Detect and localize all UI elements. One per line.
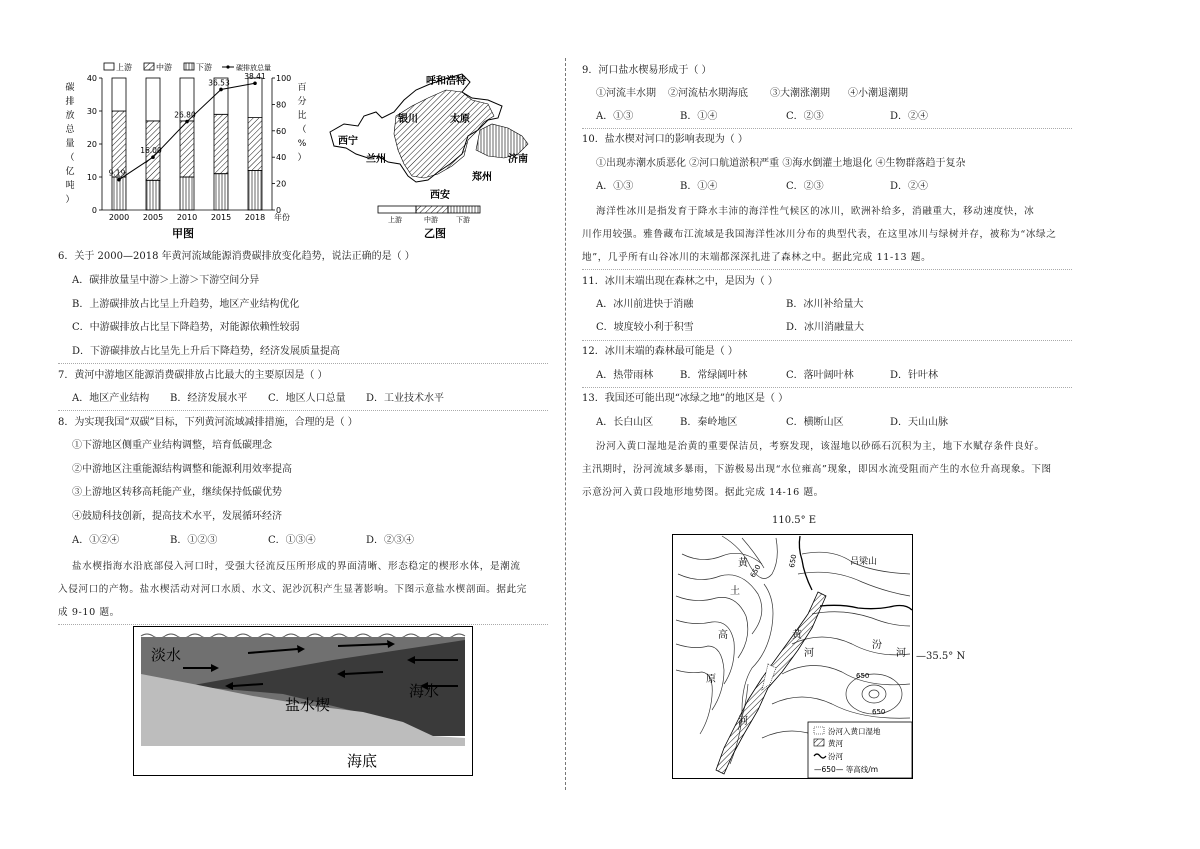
bar-segment <box>146 180 160 210</box>
latitude-label: —35.5° N <box>916 651 966 662</box>
total-emission-label: 36.53 <box>208 78 230 88</box>
right-tick-label: 40 <box>276 153 287 163</box>
city-zhengzhou: 郑州 <box>472 172 492 183</box>
label-yuan: 原 <box>706 674 716 685</box>
map-legend-midstream: 中游 <box>424 216 438 224</box>
q11-option-d: D．冰川消融量大 <box>786 322 865 333</box>
question-6: 6．关于 2000—2018 年黄河流域能源消费碳排放变化趋势，说法正确的是（ ） <box>58 251 415 262</box>
label-huang: 黄 <box>738 558 748 569</box>
passage-11-13-line2: 川作用较强。雅鲁藏布江流域是我国海洋性冰川分布的典型代表，在这里冰川与绿树并存，被称为“冰绿之 <box>582 229 1057 240</box>
total-emission-point <box>185 120 189 124</box>
right-tick-label: 80 <box>276 100 287 110</box>
left-tick-label: 40 <box>86 74 97 83</box>
map-legend-downstream: 下游 <box>456 216 470 224</box>
legend-downstream: 下游 <box>196 63 212 72</box>
salt-wedge-diagram <box>133 626 473 776</box>
seabed-label: 海底 <box>347 752 378 770</box>
contour-650-d: 650 <box>872 708 886 716</box>
q10-option-b: B．①④ <box>680 181 718 192</box>
right-axis-label <box>297 82 306 163</box>
q10-option-d: D．②④ <box>890 181 929 192</box>
bar-segment <box>146 78 160 121</box>
legend-total: 碳排放总量 <box>236 64 271 72</box>
total-emission-label: 9.19 <box>108 168 126 178</box>
legend-upstream: 上游 <box>116 63 132 72</box>
city-jinan: 济南 <box>508 154 528 165</box>
q8-item-4: ④鼓励科技创新，提高技术水平，发展循环经济 <box>72 511 282 522</box>
bar-segment <box>248 170 262 210</box>
x-tick-label: 2010 <box>176 213 198 222</box>
passage-9-10-line1: 盐水楔指海水沿底部侵入河口时，受强大径流反压所形成的界面清晰、形态稳定的楔形水体，是潮流 <box>72 561 521 572</box>
left-axis-label <box>65 81 75 205</box>
q7-option-a: A．地区产业结构 <box>72 393 150 404</box>
right-tick-label: 60 <box>276 126 287 136</box>
q9-option-c: C．②③ <box>786 111 824 122</box>
right-axis-char: % <box>297 139 307 149</box>
q9-option-b: B．①④ <box>680 111 718 122</box>
left-tick-label: 20 <box>86 140 97 149</box>
bar-segment <box>214 114 228 173</box>
label-tu: 土 <box>730 586 740 597</box>
q9-item-4: ④小潮退潮期 <box>848 88 908 99</box>
right-tick-label: 100 <box>276 74 292 83</box>
q8-option-d: D．②③④ <box>366 535 415 546</box>
topo-legend-wetland: 汾河入黄口湿地 <box>828 727 881 736</box>
q9-option-a: A．①③ <box>596 111 634 122</box>
left-axis-char: 放 <box>65 111 75 121</box>
total-emission-point <box>117 178 121 182</box>
chart-jia-title: 甲图 <box>172 227 194 240</box>
q8-item-1: ①下游地区侧重产业结构调整，培育低碳理念 <box>72 440 272 451</box>
topo-legend-yellow-river: 黄河 <box>828 739 843 748</box>
topo-legend-contour: —650— 等高线/m <box>814 765 879 774</box>
left-axis-char: 总 <box>65 125 75 135</box>
q6-option-c: C．中游碳排放占比呈下降趋势，对能源依赖性较弱 <box>72 322 300 333</box>
label-fen-he: 河 <box>896 648 906 659</box>
fenhe-topo-map <box>672 534 922 780</box>
q8-item-3: ③上游地区转移高耗能产业，继续保持低碳优势 <box>72 487 282 498</box>
question-12: 12．冰川末端的森林最可能是（ ） <box>582 346 738 357</box>
question-13: 13．我国还可能出现“冰绿之地”的地区是（ ） <box>582 393 789 404</box>
question-8: 8．为实现我国“双碳”目标，下列黄河流域减排措施，合理的是（ ） <box>58 417 358 428</box>
q12-option-b: B．常绿阔叶林 <box>680 370 748 381</box>
longitude-label: 110.5° E <box>772 515 817 526</box>
right-axis-char: 比 <box>297 111 307 121</box>
left-axis-char: 量 <box>65 139 75 149</box>
question-10: 10．盐水楔对河口的影响表现为（ ） <box>582 134 748 145</box>
passage-14-16-line2: 主汛期时，汾河流域多暴雨，下游极易出现“水位雍高”现象，即因水流受阻而产生的水位升高现象。下图 <box>582 464 1052 475</box>
q11-option-a: A．冰川前进快于消融 <box>596 299 694 310</box>
contour-650-b: 650 <box>788 553 799 569</box>
city-xian: 西安 <box>430 190 450 201</box>
left-tick-label: 10 <box>86 173 97 182</box>
passage-11-13-line1: 海洋性冰川是指发育于降水丰沛的海洋性气候区的冰川，欧洲补给多，消融重大，移动速度快，冰 <box>596 206 1035 217</box>
city-taiyuan: 太原 <box>450 114 470 125</box>
question-7: 7．黄河中游地区能源消费碳排放占比最大的主要原因是（ ） <box>58 370 328 381</box>
right-tick-label: 0 <box>276 206 282 215</box>
q10-items: ①出现赤潮水质恶化 ②河口航道淤积严重 ③海水倒灌土地退化 ④生物群落趋于复杂 <box>596 158 966 169</box>
q7-option-d: D．工业技术水平 <box>366 393 445 404</box>
total-emission-point <box>253 81 257 85</box>
x-tick-label: 2018 <box>244 213 266 222</box>
passage-11-13-line3: 地”，几乎所有山谷冰川的末端都深深扎进了森林之中。据此完成 11-13 题。 <box>582 252 932 263</box>
q6-option-a: A．碳排放量呈中游＞上游＞下游空间分异 <box>72 275 260 286</box>
left-axis-char: ） <box>65 195 75 205</box>
q10-option-a: A．①③ <box>596 181 634 192</box>
total-emission-label: 16.00 <box>140 146 162 156</box>
left-axis-char: 碳 <box>65 83 75 93</box>
contour-650-c: 650 <box>856 672 870 680</box>
x-tick-label: 2000 <box>108 213 130 222</box>
q12-option-d: D．针叶林 <box>890 370 939 381</box>
city-lanzhou: 兰州 <box>366 154 386 165</box>
total-emission-label: 38.41 <box>244 72 266 82</box>
left-axis-char: 吨 <box>65 181 75 191</box>
city-yinchuan: 银川 <box>398 114 418 125</box>
right-axis-char: 分 <box>297 97 307 107</box>
bar-segment <box>248 118 262 171</box>
label-gao: 高 <box>718 630 728 641</box>
q8-option-c: C．①③④ <box>268 535 316 546</box>
question-9: 9．河口盐水楔易形成于（ ） <box>582 65 712 76</box>
q13-option-c: C．横断山区 <box>786 417 844 428</box>
column-divider <box>565 58 566 790</box>
x-unit: 年份 <box>274 213 290 222</box>
bar-segment <box>180 177 194 210</box>
q9-option-d: D．②④ <box>890 111 929 122</box>
right-axis-char: （ <box>297 125 307 135</box>
map-legend-upstream: 上游 <box>388 216 402 224</box>
q9-item-3: ③大潮涨潮期 <box>770 88 830 99</box>
passage-14-16-line1: 汾河入黄口湿地是治黄的重要保洁员，考察发现，该湿地以砂砾石沉积为主，地下水赋存条件良好。 <box>596 441 1045 452</box>
contour-650-a: 650 <box>748 563 763 579</box>
q7-option-b: B．经济发展水平 <box>170 393 248 404</box>
yellow-river-basin-downstream <box>476 124 528 158</box>
left-axis-char: （ <box>65 153 75 163</box>
total-emission-point <box>219 88 223 92</box>
passage-9-10-line3: 成 9-10 题。 <box>58 607 120 618</box>
q12-option-a: A．热带雨林 <box>596 370 654 381</box>
legend-midstream: 中游 <box>156 63 172 72</box>
salt-wedge-label: 盐水楔 <box>285 696 331 714</box>
question-11: 11．冰川末端出现在森林之中，是因为（ ） <box>582 276 778 287</box>
q12-option-c: C．落叶阔叶林 <box>786 370 854 381</box>
q9-item-1: ①河流丰水期 <box>596 88 656 99</box>
left-tick-label: 30 <box>86 107 97 116</box>
q6-option-b: B．上游碳排放占比呈上升趋势，地区产业结构优化 <box>72 299 300 310</box>
topo-legend-fen-river: 汾河 <box>828 752 843 761</box>
q13-option-d: D．天山山脉 <box>890 417 949 428</box>
total-emission-point <box>151 155 155 159</box>
q8-option-b: B．①②③ <box>170 535 218 546</box>
x-tick-label: 2005 <box>142 213 164 222</box>
map-yi-title: 乙图 <box>424 227 446 240</box>
bar-segment <box>112 111 126 177</box>
bar-segment <box>112 78 126 111</box>
total-emission-label: 26.80 <box>174 110 196 120</box>
passage-14-16-line3: 示意汾河入黄口段地形地势图。据此完成 14-16 题。 <box>582 487 824 498</box>
bar-segment <box>214 174 228 210</box>
label-fen: 汾 <box>872 640 882 651</box>
label-yellow-river-2: 河 <box>804 648 814 659</box>
right-axis-char: 百 <box>297 83 307 93</box>
q8-item-2: ②中游地区注重能源结构调整和能源利用效率提高 <box>72 464 292 475</box>
q10-option-c: C．②③ <box>786 181 824 192</box>
q7-option-c: C．地区人口总量 <box>268 393 346 404</box>
fresh-water-label: 淡水 <box>151 646 182 664</box>
right-axis-char: ） <box>297 153 307 163</box>
q9-item-2: ②河流枯水期海底 <box>668 88 748 99</box>
q11-option-c: C．坡度较小利于积雪 <box>596 322 694 333</box>
passage-9-10-line2: 入侵河口的产物。盐水楔活动对河口水质、水文、泥沙沉积产生显著影响。下图示意盐水楔剖面。据此完 <box>58 584 527 595</box>
map-yi <box>312 60 550 240</box>
label-yellow-river-1: 黄 <box>792 630 802 641</box>
right-tick-label: 20 <box>276 179 287 189</box>
bar-segment <box>180 121 194 177</box>
sea-water-label: 海水 <box>409 682 440 700</box>
q11-option-b: B．冰川补给量大 <box>786 299 864 310</box>
city-xining: 西宁 <box>338 136 358 147</box>
q6-option-d: D．下游碳排放占比呈先上升后下降趋势，经济发展质量提高 <box>72 346 341 357</box>
bar-segment <box>112 177 126 210</box>
chart-jia <box>62 60 312 240</box>
city-hohhot: 呼和浩特 <box>426 76 466 87</box>
q8-option-a: A．①②④ <box>72 535 120 546</box>
left-axis-char: 亿 <box>65 167 75 177</box>
q13-option-a: A．长白山区 <box>596 417 654 428</box>
left-tick-label: 0 <box>91 206 97 215</box>
label-lvliang: 吕梁山 <box>850 557 878 567</box>
x-tick-label: 2015 <box>210 213 232 222</box>
label-he: 河 <box>738 716 748 727</box>
left-axis-char: 排 <box>65 97 75 107</box>
q13-option-b: B．秦岭地区 <box>680 417 738 428</box>
